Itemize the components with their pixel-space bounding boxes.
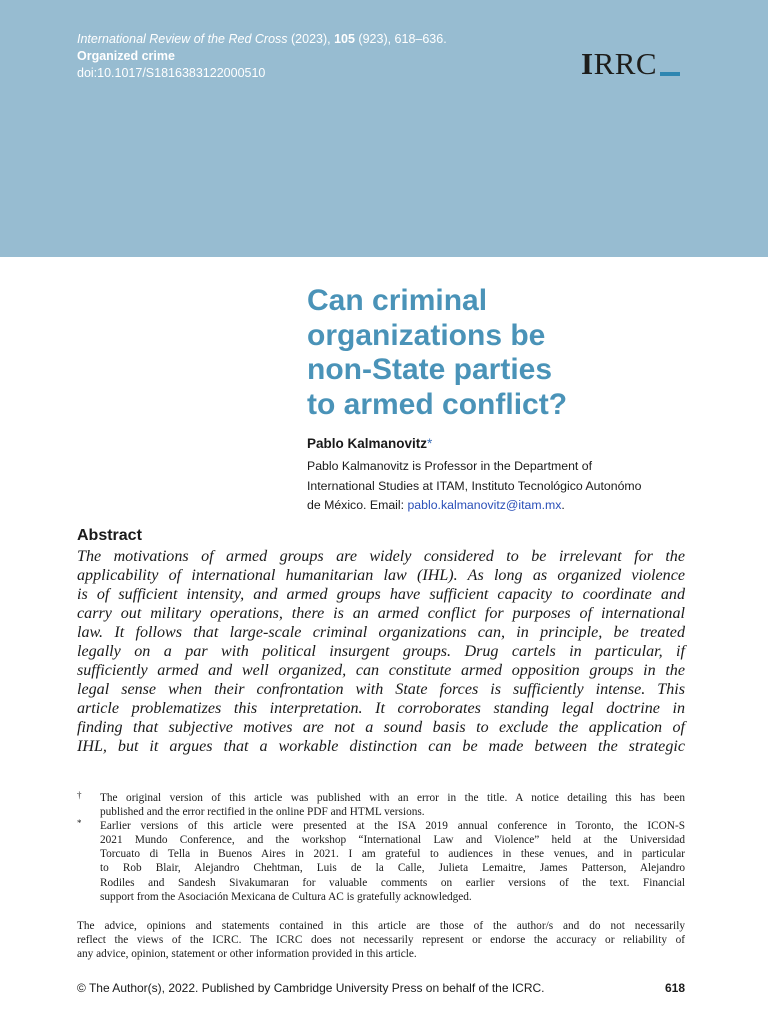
section-label: Organized crime — [77, 49, 175, 63]
abstract-line: IHL, but it argues that a workable distinction can be made between the strategic — [77, 738, 685, 755]
title-line: organizations be — [307, 318, 546, 352]
footnote-line: published and the error rectified in the online PDF and HTML versions. — [100, 806, 425, 819]
footnote-line: Earlier versions of this article were presented at the ISA 2019 annual conference in Toronto, the ICON-S — [100, 820, 685, 833]
bio-line: International Studies at ITAM, Instituto Tecnológico Autonómo — [307, 478, 642, 493]
logo-underscore — [660, 72, 680, 76]
citation-block — [77, 31, 447, 82]
abstract-line: applicability of international humanitarian law (IHL). As long as organized violence — [77, 567, 685, 584]
author-footnote-mark[interactable]: * — [427, 436, 433, 451]
footnote-line: Rodiles and Sandesh Sivakumaran for valuable comments on earlier versions of the text. Financial — [100, 876, 685, 889]
bio-email-prefix: de México. Email: — [307, 498, 408, 512]
footnote-dagger — [77, 791, 685, 819]
footnote-mark: * — [77, 818, 82, 829]
footnote-line: Torcuato di Tella in Buenos Aires in 2021. I am grateful to audiences in these venues, and in particular — [100, 848, 685, 861]
irrc-logo — [581, 47, 680, 79]
title-line: non-State parties — [307, 353, 553, 386]
footnote-mark: † — [77, 790, 82, 800]
footnote-star — [77, 819, 685, 904]
abstract-heading: Abstract — [77, 527, 142, 544]
doi-link[interactable]: doi:10.1017/S1816383122000510 — [77, 66, 266, 80]
footnote-line: to Rob Blair, Alejandro Chehtman, Luis de la Calle, Julieta Lemaitre, James Patterson, Alejandro — [100, 862, 685, 875]
abstract-line: is of sufficient intensity, and armed groups have sufficient capacity to coordinate and — [77, 586, 685, 603]
abstract-line: finding that subjective motives are not a sound basis to exclude the application of — [77, 719, 685, 736]
abstract-line: legally on a par with political insurgent groups. Drug cartels in particular, if — [77, 643, 685, 660]
abstract-line: article problematizes this interpretation. It corroborates standing legal doctrine in — [77, 700, 685, 717]
title-line: to armed conflict? — [307, 387, 568, 421]
copyright-notice: © The Author(s), 2022. Published by Cambridge University Press on behalf of the ICRC. — [77, 981, 545, 995]
citation-issue-pages: (923), 618–636. — [354, 32, 447, 46]
disclaimer-line: reflect the views of the ICRC. The ICRC does not necessarily represent or endorse the accuracy or reliability of — [77, 934, 685, 947]
page-number: 618 — [664, 981, 685, 995]
bio-email-suffix: . — [561, 498, 565, 512]
abstract-line: law. It follows that large-scale criminal organizations can, in principle, be treated — [77, 624, 685, 641]
citation-volume: 105 — [334, 32, 355, 46]
author-name — [307, 436, 432, 451]
abstract-line: carry out military operations, there is an armed conflict for purposes of international — [77, 605, 685, 622]
footnote-line: The original version of this article was published with an error in the title. A notice detailing this has been — [100, 792, 685, 804]
footnotes — [77, 791, 685, 904]
abstract-line: legal sense when their confrontation with State forces is sufficiently intense. This — [77, 681, 685, 698]
journal-citation — [77, 31, 447, 48]
abstract-body — [77, 547, 685, 756]
abstract-line: sufficiently armed and well organized, can constitute armed opposition groups in the — [77, 662, 685, 679]
disclaimer-line: The advice, opinions and statements contained in this article are those of the author/s and do not necessarily — [77, 920, 685, 932]
author-email-link[interactable]: pablo.kalmanovitz@itam.mx — [407, 498, 562, 512]
footnote-line: 2021 Mundo Conference, and the workshop “International Law and Violence” held at the Universidad — [100, 834, 685, 847]
disclaimer — [77, 919, 685, 961]
author-bio — [307, 457, 707, 516]
bio-line: Pablo Kalmanovitz is Professor in the Department of — [307, 459, 593, 473]
disclaimer-line: any advice, opinion, statement or other information provided in this article. — [77, 948, 417, 961]
footnote-line: support from the Asociación Mexicana de Cultura AC is gratefully acknowledged. — [100, 890, 472, 903]
article-title — [307, 284, 727, 422]
journal-name: International Review of the Red Cross — [77, 32, 288, 46]
bio-line-last — [307, 496, 707, 516]
header-band — [0, 0, 768, 257]
citation-year: (2023), — [287, 32, 335, 46]
logo-bar: I — [581, 46, 594, 81]
title-line: Can criminal — [307, 284, 488, 317]
author-name-text: Pablo Kalmanovitz — [307, 436, 428, 451]
logo-text: RRC — [593, 46, 658, 81]
abstract-line: The motivations of armed groups are widely considered to be irrelevant for the — [77, 548, 685, 565]
